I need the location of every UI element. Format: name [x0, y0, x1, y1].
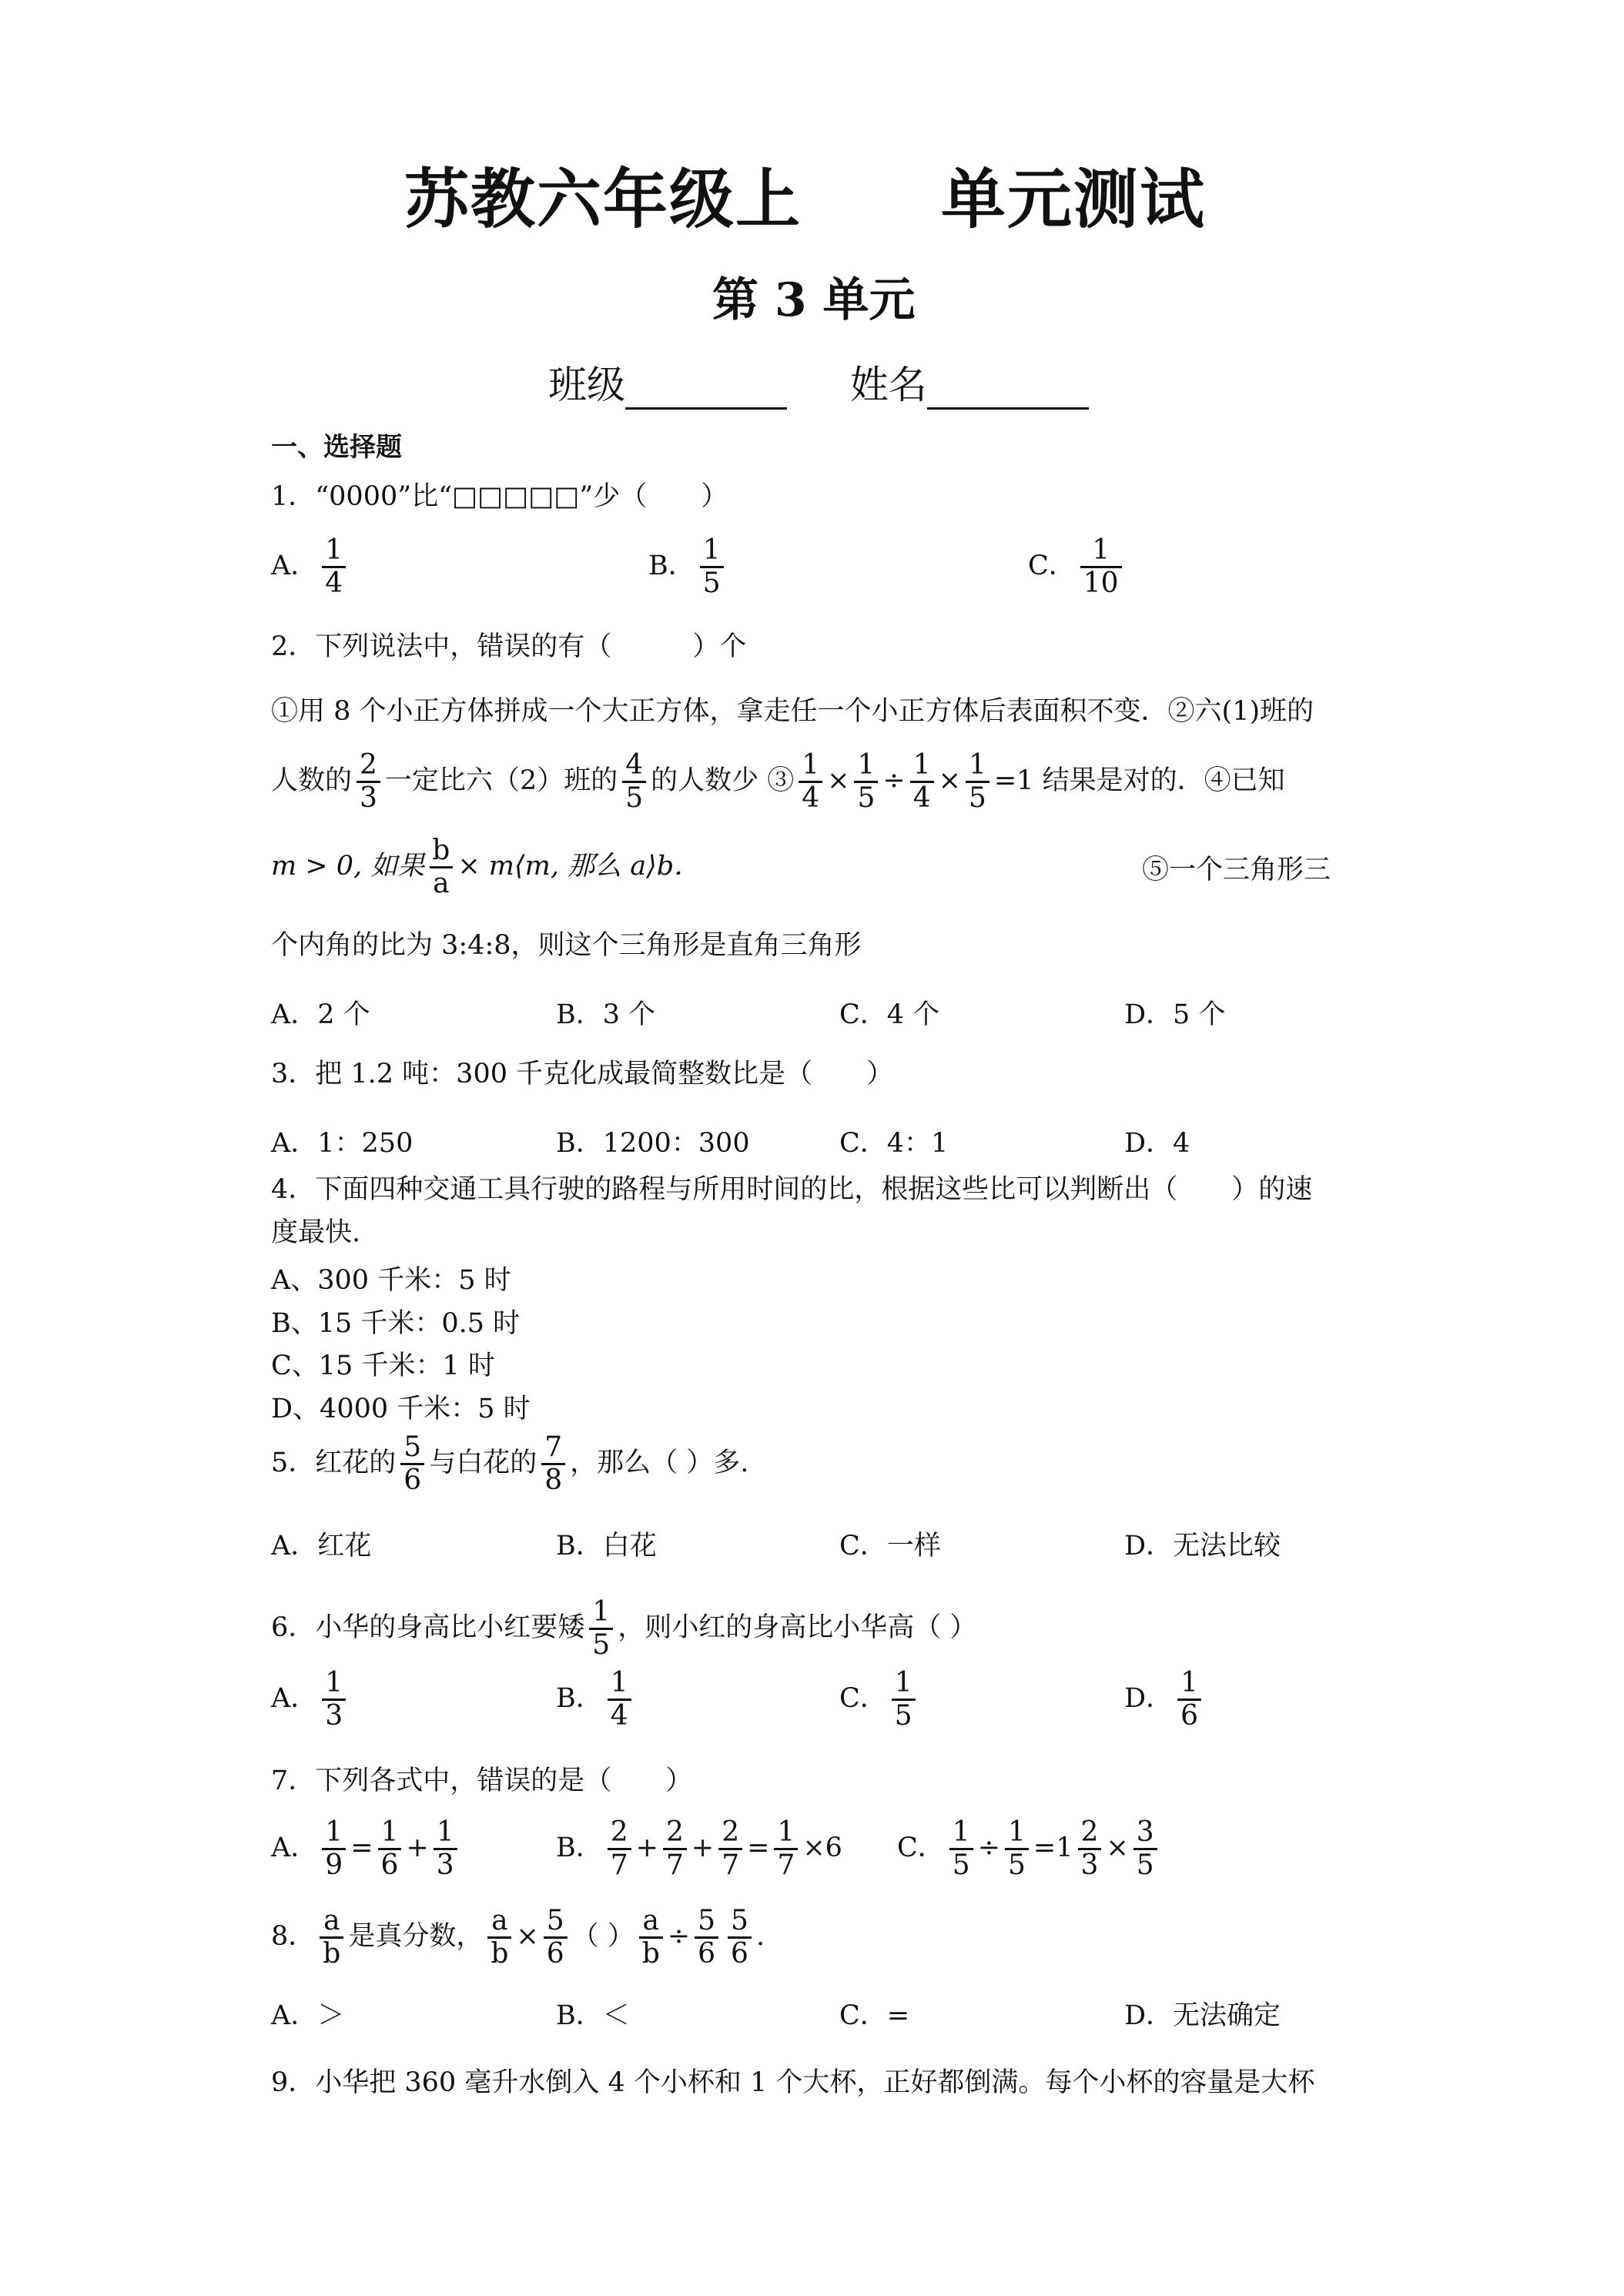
q6-stem: 6．小华的身高比小红要矮 $\frac{1}{5}$ ，则小红的身高比小华高（ ）	[271, 1596, 977, 1661]
q7-option-c[interactable]: C． $\frac{1}{5}$ ÷ $\frac{1}{5}$ =1 $\frac{2}{3}$ × $\frac{3}{5}$	[897, 1817, 1162, 1881]
q2-option-a[interactable]: A．2 个	[271, 999, 370, 1030]
q2-option-b[interactable]: B．3 个	[556, 999, 656, 1030]
fraction: $\frac{a}{b}$	[320, 1906, 343, 1970]
fraction: $\frac{1}{5}$	[892, 1668, 916, 1732]
fraction: $\frac{1}{6}$	[378, 1817, 402, 1881]
q1-stem: 1．“0000”比“□□□□□”少（ ）	[271, 481, 728, 512]
fraction: $\frac{2}{7}$	[718, 1817, 742, 1881]
q3-option-c[interactable]: C．4：1	[839, 1128, 949, 1159]
option-label: B．	[648, 551, 695, 581]
unit-heading: 第 3 单元	[712, 273, 916, 327]
q8-option-d[interactable]: D．无法确定	[1124, 2000, 1281, 2031]
fraction: $\frac{1}{6}$	[1177, 1668, 1201, 1732]
fraction: $\frac{1}{4}$	[322, 535, 346, 599]
fraction: $\frac{4}{5}$	[622, 750, 646, 814]
q2-stem: 2．下列说法中，错误的有（ ）个	[271, 631, 747, 662]
fraction: $\frac{b}{a}$	[429, 835, 453, 899]
q7-option-a[interactable]: A． $\frac{1}{9}$ = $\frac{1}{6}$ + $\frac{1}{3}$	[271, 1817, 462, 1881]
q6-option-d[interactable]: D． $\frac{1}{6}$	[1124, 1668, 1206, 1732]
fraction: $\frac{1}{5}$	[1005, 1817, 1029, 1881]
name-label: 姓名	[849, 363, 927, 407]
q7-stem: 7．下列各式中，错误的是（ ）	[271, 1766, 693, 1796]
q2-line3: m > 0, 如果 $\frac{b}{a}$ × m⟨m, 那么 a⟩b．	[271, 835, 702, 899]
option-label: C．	[1028, 551, 1076, 581]
fraction: $\frac{2}{3}$	[357, 750, 380, 814]
class-name-line	[548, 354, 1089, 410]
fraction: $\frac{5}{6}$	[728, 1906, 752, 1970]
fraction: $\frac{1}{3}$	[434, 1817, 457, 1881]
option-label: A．	[271, 551, 318, 581]
q1-option-b[interactable]	[648, 535, 728, 599]
fraction: $\frac{5}{6}$	[695, 1906, 718, 1970]
q1-option-c[interactable]	[1028, 535, 1127, 599]
q2-option-c[interactable]: C．4 个	[839, 999, 940, 1030]
fraction: $\frac{7}{8}$	[541, 1432, 565, 1496]
q6-option-b[interactable]: B． $\frac{1}{4}$	[556, 1668, 636, 1732]
fraction: $\frac{3}{5}$	[1133, 1817, 1157, 1881]
q2-line2: 人数的 $\frac{2}{3}$ 一定比六（2）班的 $\frac{4}{5}$ 的人数少 ③ $\frac{1}{4}$ × $\frac{1}{5}$ ÷ $\frac{1}{4}$ × $\frac{1}{5}$ =1 结果是对的．④已知	[271, 749, 1285, 814]
fraction: $\frac{1}{4}$	[910, 750, 934, 814]
class-blank[interactable]	[625, 377, 787, 410]
fraction: $\frac{a}{b}$	[487, 1906, 511, 1970]
q8-option-a[interactable]: A．＞	[271, 2000, 345, 2031]
q5-option-a[interactable]: A．红花	[271, 1531, 372, 1561]
q2-line1: ①用 8 个小正方体拼成一个大正方体，拿走任一个小正方体后表面积不变．②六(1)班的	[271, 696, 1314, 727]
fraction: $\frac{1}{7}$	[774, 1817, 798, 1881]
fraction: $\frac{2}{7}$	[663, 1817, 687, 1881]
fraction: $\frac{2}{3}$	[1078, 1817, 1102, 1881]
fraction: $\frac{1}{3}$	[322, 1668, 346, 1732]
q5-stem: 5．红花的 $\frac{5}{6}$ 与白花的 $\frac{7}{8}$ ，那么（ ）多.	[271, 1431, 749, 1496]
fraction: $\frac{1}{5}$	[966, 750, 989, 814]
q3-stem: 3．把 1.2 吨：300 千克化成最简整数比是（ ）	[271, 1059, 894, 1089]
fraction: $\frac{2}{7}$	[608, 1817, 631, 1881]
class-label: 班级	[548, 363, 625, 407]
q3-option-b[interactable]: B．1200：300	[556, 1128, 750, 1159]
fraction: $\frac{1}{9}$	[322, 1817, 346, 1881]
q5-option-c[interactable]: C．一样	[839, 1531, 941, 1561]
q2-line4: 个内角的比为 3:4:8，则这个三角形是直角三角形	[271, 930, 862, 961]
fraction: $\frac{1}{10}$	[1080, 535, 1122, 599]
q1-option-a[interactable]	[271, 535, 350, 599]
q3-option-d[interactable]: D．4	[1124, 1128, 1190, 1159]
q9-stem: 9．小华把 360 毫升水倒入 4 个小杯和 1 个大杯，正好都倒满。每个小杯的容量是大杯	[271, 2067, 1315, 2098]
fraction: $\frac{1}{5}$	[589, 1597, 613, 1661]
fraction: $\frac{1}{5}$	[854, 750, 878, 814]
fraction: $\frac{1}{4}$	[799, 750, 822, 814]
title-right: 单元测试	[941, 162, 1207, 237]
fraction: $\frac{5}{6}$	[400, 1432, 424, 1496]
fraction: $\frac{5}{6}$	[544, 1906, 568, 1970]
section-heading: 一、选择题	[271, 432, 402, 463]
q5-option-b[interactable]: B．白花	[556, 1531, 657, 1561]
fraction: $\frac{1}{5}$	[949, 1817, 973, 1881]
title-left: 苏教六年级上	[404, 162, 802, 237]
q4-stem-line1: 4．下面四种交通工具行驶的路程与所用时间的比，根据这些比可以判断出（ ）的速	[271, 1174, 1313, 1205]
fraction: $\frac{1}{5}$	[700, 535, 724, 599]
q4-option-a[interactable]: A、300 千米：5 时	[271, 1265, 511, 1296]
fraction: $\frac{1}{4}$	[608, 1668, 631, 1732]
name-blank[interactable]	[927, 377, 1089, 410]
fraction: $\frac{a}{b}$	[639, 1906, 663, 1970]
q8-stem: 8． $\frac{a}{b}$ 是真分数， $\frac{a}{b}$ × $\frac{5}{6}$ （ ） $\frac{a}{b}$ ÷ $\frac{5}{6}$ $\frac{5}{6}$ .	[271, 1905, 765, 1970]
q2-line3-tail: ⑤一个三角形三	[1142, 855, 1331, 885]
q7-option-b[interactable]: B． $\frac{2}{7}$ + $\frac{2}{7}$ + $\frac{2}{7}$ = $\frac{1}{7}$ ×6	[556, 1816, 842, 1881]
q4-option-d[interactable]: D、4000 千米：5 时	[271, 1394, 531, 1424]
q6-option-c[interactable]: C． $\frac{1}{5}$	[839, 1668, 920, 1732]
q8-option-b[interactable]: B．＜	[556, 2000, 630, 2031]
q6-option-a[interactable]: A． $\frac{1}{3}$	[271, 1668, 350, 1732]
q2-option-d[interactable]: D．5 个	[1124, 999, 1226, 1030]
q4-option-c[interactable]: C、15 千米：1 时	[271, 1350, 495, 1381]
q3-option-a[interactable]: A．1：250	[271, 1128, 414, 1159]
q8-option-c[interactable]: C．=	[839, 2000, 910, 2031]
q4-stem-line2: 度最快.	[271, 1217, 361, 1248]
q5-option-d[interactable]: D．无法比较	[1124, 1531, 1281, 1561]
q4-option-b[interactable]: B、15 千米：0.5 时	[271, 1308, 521, 1339]
